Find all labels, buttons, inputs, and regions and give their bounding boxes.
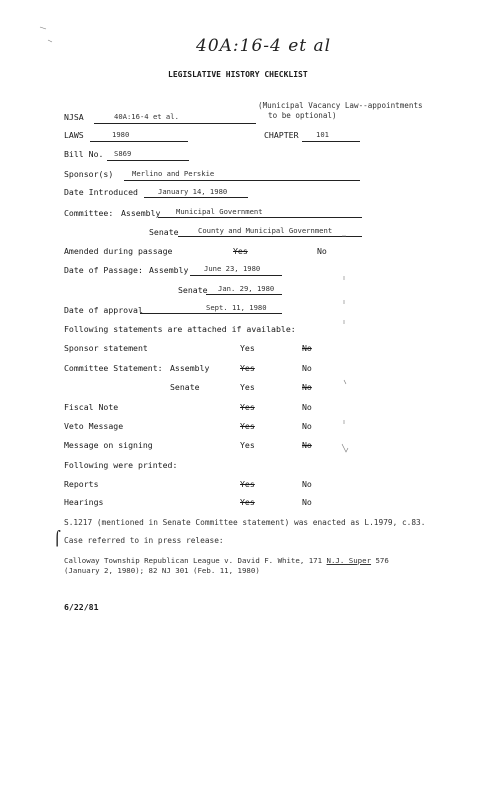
committee-assembly-value: Municipal Government <box>176 207 263 216</box>
statement-no: No <box>302 421 312 431</box>
statement-no: No <box>302 363 312 373</box>
passage-senate-label: Senate <box>178 285 208 295</box>
committee-senate-value: County and Municipal Government <box>198 226 333 235</box>
printed-heading: Following were printed: <box>64 460 178 470</box>
laws-value: 1980 <box>112 130 130 139</box>
statement-yes: Yes <box>240 343 255 353</box>
statement-label: Committee Statement: <box>64 363 163 373</box>
attached-heading: Following statements are attached if available: <box>64 324 296 334</box>
statement-sub-label: Senate <box>170 382 200 392</box>
case-citation-post: 576 <box>371 556 389 565</box>
page-title: LEGISLATIVE HISTORY CHECKLIST <box>168 70 308 79</box>
amended-label: Amended during passage <box>64 246 173 256</box>
passage-senate-value: Jan. 29, 1980 <box>218 284 275 293</box>
bill-value: S869 <box>114 149 132 158</box>
statement-no: No <box>302 440 312 450</box>
statement-yes: Yes <box>240 382 255 392</box>
amended-yes: Yes <box>233 246 248 256</box>
date-introduced-value: January 14, 1980 <box>158 187 228 196</box>
printed-label: Hearings <box>64 497 104 507</box>
statement-yes: Yes <box>240 402 255 412</box>
statement-yes: Yes <box>240 440 255 450</box>
statement-label: Veto Message <box>64 421 124 431</box>
chapter-value: 101 <box>316 130 329 139</box>
printed-label: Reports <box>64 479 99 489</box>
committee-assembly-label: Assembly <box>121 208 161 218</box>
njsa-note-1: (Municipal Vacancy Law--appointments <box>258 101 423 110</box>
case-referred-label: Case referred to in press release: <box>64 536 224 545</box>
statement-yes: Yes <box>240 363 255 373</box>
printed-yes: Yes <box>240 479 255 489</box>
printed-yes: Yes <box>240 497 255 507</box>
date-approval-value: Sept. 11, 1980 <box>206 303 267 312</box>
njsa-value: 40A:16-4 et al. <box>114 112 179 121</box>
date-introduced-label: Date Introduced <box>64 187 138 197</box>
bill-label: Bill No. <box>64 149 104 159</box>
statement-no: No <box>302 343 312 353</box>
sponsors-label: Sponsor(s) <box>64 169 114 179</box>
case-citation-line2: (January 2, 1980); 82 NJ 301 (Feb. 11, 1980) <box>64 566 260 575</box>
bracket-mark: ⌠ <box>53 531 62 547</box>
committee-label: Committee: <box>64 208 114 218</box>
amended-no: No <box>317 246 327 256</box>
passage-assembly-value: June 23, 1980 <box>204 264 261 273</box>
statement-sub-label: Assembly <box>170 363 210 373</box>
statement-no: No <box>302 382 312 392</box>
passage-assembly-label: Assembly <box>149 265 189 275</box>
date-approval-label: Date of approval <box>64 305 143 315</box>
printed-no: No <box>302 479 312 489</box>
footer-date: 6/22/81 <box>64 602 99 612</box>
statement-label: Message on signing <box>64 440 153 450</box>
committee-senate-label: Senate <box>149 227 179 237</box>
printed-no: No <box>302 497 312 507</box>
sponsors-value: Merlino and Perskie <box>132 169 215 178</box>
case-citation-pre: Calloway Township Republican League v. David F. White, 171 <box>64 556 327 565</box>
njsa-label: NJSA <box>64 112 84 122</box>
njsa-note-2: to be optional) <box>268 111 337 120</box>
enacted-note: S.1217 (mentioned in Senate Committee statement) was enacted as L.1979, c.83. <box>64 518 426 527</box>
date-passage-label: Date of Passage: <box>64 265 143 275</box>
statement-label: Fiscal Note <box>64 402 119 412</box>
case-njsuper: N.J. Super <box>326 556 372 565</box>
chapter-label: CHAPTER <box>264 130 299 140</box>
statement-yes: Yes <box>240 421 255 431</box>
statement-no: No <box>302 402 312 412</box>
handwritten-reference: 40A:16-4 et al <box>196 36 332 56</box>
statement-label: Sponsor statement <box>64 343 148 353</box>
laws-label: LAWS <box>64 130 84 140</box>
